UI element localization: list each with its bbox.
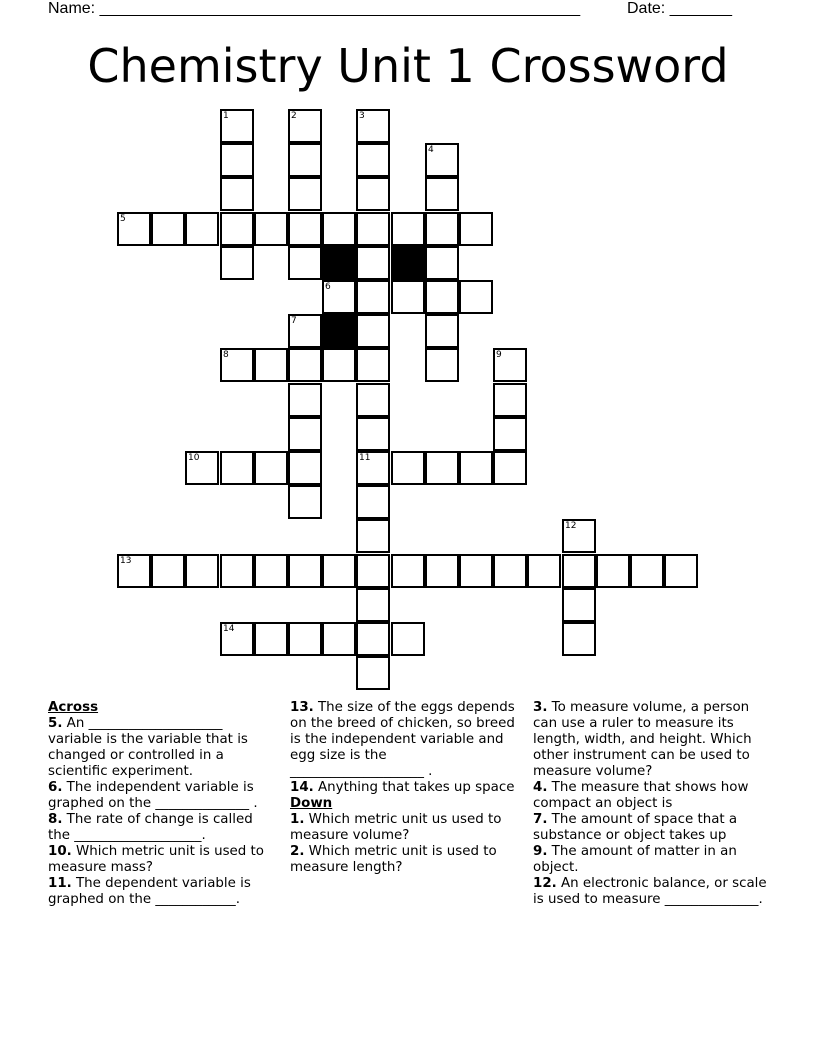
- crossword-cell[interactable]: [220, 212, 254, 246]
- clue-number: 2.: [290, 844, 305, 859]
- clue-across-10: [48, 844, 273, 876]
- clue-down-3: [533, 700, 768, 780]
- crossword-cell[interactable]: [425, 212, 459, 246]
- clue-number-label: 10: [188, 453, 200, 463]
- crossword-cell[interactable]: [356, 177, 390, 211]
- crossword-cell[interactable]: [356, 143, 390, 177]
- crossword-cell[interactable]: [596, 554, 630, 588]
- crossword-cell[interactable]: [288, 109, 322, 143]
- crossword-cell[interactable]: [288, 143, 322, 177]
- crossword-cell[interactable]: [562, 519, 596, 553]
- crossword-cell[interactable]: [220, 143, 254, 177]
- crossword-cell[interactable]: [425, 177, 459, 211]
- crossword-cell[interactable]: [322, 554, 356, 588]
- crossword-cell[interactable]: [322, 212, 356, 246]
- crossword-cell[interactable]: [220, 109, 254, 143]
- clue-column-3: [533, 700, 768, 908]
- clue-number-label: 3: [359, 111, 365, 121]
- crossword-cell[interactable]: [254, 212, 288, 246]
- crossword-cell[interactable]: [459, 554, 493, 588]
- clue-across-8: [48, 812, 273, 844]
- clue-column-1: [48, 700, 273, 908]
- crossword-cell[interactable]: [391, 451, 425, 485]
- clue-number-label: 12: [565, 521, 577, 531]
- clue-number: 7.: [533, 812, 548, 827]
- clue-text: The rate of change is called the ___________________.: [48, 812, 253, 843]
- crossword-cell[interactable]: [185, 212, 219, 246]
- crossword-cell[interactable]: [288, 314, 322, 348]
- crossword-cell[interactable]: [391, 280, 425, 314]
- crossword-cell[interactable]: [288, 212, 322, 246]
- clue-text: Which metric unit is used to measure length?: [290, 844, 497, 875]
- crossword-cell[interactable]: [356, 519, 390, 553]
- crossword-cell[interactable]: [425, 554, 459, 588]
- page-title: Chemistry Unit 1 Crossword: [87, 39, 729, 93]
- crossword-cell[interactable]: [220, 348, 254, 382]
- clue-number: 9.: [533, 844, 548, 859]
- clue-number-label: 13: [120, 556, 132, 566]
- crossword-cell[interactable]: [254, 451, 288, 485]
- clue-number-label: 4: [428, 145, 434, 155]
- clue-number-label: 11: [359, 453, 371, 463]
- crossword-cell[interactable]: [356, 280, 390, 314]
- crossword-cell[interactable]: [459, 212, 493, 246]
- crossword-cell[interactable]: [425, 246, 459, 280]
- name-field-label: Name: ______________________________________________________: [48, 0, 581, 17]
- clue-number: 12.: [533, 876, 557, 891]
- crossword-cell[interactable]: [117, 554, 151, 588]
- crossword-cell[interactable]: [151, 212, 185, 246]
- crossword-cell[interactable]: [493, 417, 527, 451]
- clue-text: The amount of matter in an object.: [533, 844, 737, 875]
- crossword-cell[interactable]: [493, 348, 527, 382]
- clue-text: The independent variable is graphed on the ______________ .: [48, 780, 258, 811]
- crossword-cell[interactable]: [220, 246, 254, 280]
- clue-number-label: 2: [291, 111, 297, 121]
- black-square: [322, 314, 356, 348]
- crossword-cell[interactable]: [425, 143, 459, 177]
- crossword-cell[interactable]: [356, 451, 390, 485]
- crossword-cell[interactable]: [425, 451, 459, 485]
- crossword-cell[interactable]: [425, 280, 459, 314]
- crossword-cell[interactable]: [288, 383, 322, 417]
- clue-number: 3.: [533, 700, 548, 715]
- crossword-cell[interactable]: [288, 348, 322, 382]
- crossword-cell[interactable]: [356, 383, 390, 417]
- down-heading: Down: [290, 796, 333, 811]
- crossword-cell[interactable]: [220, 554, 254, 588]
- crossword-cell[interactable]: [356, 554, 390, 588]
- crossword-cell[interactable]: [527, 554, 561, 588]
- clue-number: 11.: [48, 876, 72, 891]
- crossword-cell[interactable]: [493, 383, 527, 417]
- clue-text: An ____________________ variable is the variable that is changed or controlled in a scientific experiment.: [48, 716, 248, 779]
- crossword-cell[interactable]: [254, 348, 288, 382]
- crossword-cell[interactable]: [288, 554, 322, 588]
- crossword-cell[interactable]: [288, 177, 322, 211]
- clue-across-13: [290, 700, 515, 780]
- crossword-cell[interactable]: [459, 451, 493, 485]
- black-square: [391, 246, 425, 280]
- clue-number-label: 9: [496, 350, 502, 360]
- crossword-cell[interactable]: [356, 588, 390, 622]
- clue-down-2: [290, 844, 515, 876]
- clue-number-label: 7: [291, 316, 297, 326]
- crossword-cell[interactable]: [356, 246, 390, 280]
- clue-text: Which metric unit us used to measure volume?: [290, 812, 502, 843]
- clue-number-label: 6: [325, 282, 331, 292]
- crossword-cell[interactable]: [562, 588, 596, 622]
- crossword-cell[interactable]: [425, 314, 459, 348]
- date-field-label: Date: _______: [627, 0, 732, 17]
- clue-across-11: [48, 876, 273, 908]
- crossword-cell[interactable]: [220, 622, 254, 656]
- clue-number: 6.: [48, 780, 63, 795]
- crossword-cell[interactable]: [562, 554, 596, 588]
- clue-number: 10.: [48, 844, 72, 859]
- crossword-cell[interactable]: [220, 451, 254, 485]
- crossword-cell[interactable]: [391, 554, 425, 588]
- crossword-cell[interactable]: [288, 417, 322, 451]
- clue-down-4: [533, 780, 768, 812]
- crossword-cell[interactable]: [425, 348, 459, 382]
- crossword-cell[interactable]: [322, 622, 356, 656]
- clue-across-14: [290, 780, 515, 796]
- clue-number: 8.: [48, 812, 63, 827]
- crossword-cell[interactable]: [459, 280, 493, 314]
- crossword-cell[interactable]: [562, 622, 596, 656]
- crossword-cell[interactable]: [356, 314, 390, 348]
- clue-number-label: 5: [120, 214, 126, 224]
- clue-number: 14.: [290, 780, 314, 795]
- crossword-cell[interactable]: [288, 246, 322, 280]
- crossword-cell[interactable]: [356, 109, 390, 143]
- crossword-cell[interactable]: [356, 622, 390, 656]
- crossword-cell[interactable]: [220, 177, 254, 211]
- crossword-cell[interactable]: [493, 451, 527, 485]
- crossword-cell[interactable]: [288, 622, 322, 656]
- across-heading: Across: [48, 700, 99, 715]
- black-square: [322, 246, 356, 280]
- clue-number: 5.: [48, 716, 63, 731]
- clue-text: The measure that shows how compact an object is: [533, 780, 749, 811]
- crossword-cell[interactable]: [185, 451, 219, 485]
- clue-text: The size of the eggs depends on the breed of chicken, so breed is the independent variable and egg size is the ____________________ .: [290, 700, 515, 779]
- crossword-cell[interactable]: [254, 554, 288, 588]
- clue-across-5: [48, 716, 273, 780]
- clue-number-label: 14: [223, 624, 235, 634]
- clue-text: Anything that takes up space: [318, 780, 515, 795]
- crossword-cell[interactable]: [356, 417, 390, 451]
- clue-down-1: [290, 812, 515, 844]
- crossword-cell[interactable]: [356, 485, 390, 519]
- crossword-cell[interactable]: [630, 554, 664, 588]
- crossword-cell[interactable]: [493, 554, 527, 588]
- clue-down-12: [533, 876, 768, 908]
- crossword-cell[interactable]: [391, 622, 425, 656]
- clue-number: 13.: [290, 700, 314, 715]
- clue-number-label: 1: [223, 111, 229, 121]
- crossword-cell[interactable]: [356, 656, 390, 690]
- clue-down-9: [533, 844, 768, 876]
- crossword-cell[interactable]: [322, 348, 356, 382]
- crossword-cell[interactable]: [117, 212, 151, 246]
- crossword-cell[interactable]: [356, 212, 390, 246]
- clue-text: To measure volume, a person can use a ruler to measure its length, width, and height. Which other instrument can be used to measure volume?: [533, 700, 752, 779]
- crossword-cell[interactable]: [288, 451, 322, 485]
- clue-number: 4.: [533, 780, 548, 795]
- clue-text: Which metric unit is used to measure mass?: [48, 844, 264, 875]
- clue-text: An electronic balance, or scale is used to measure ______________.: [533, 876, 767, 907]
- clue-text: The amount of space that a substance or object takes up: [533, 812, 738, 843]
- clue-across-6: [48, 780, 273, 812]
- crossword-cell[interactable]: [322, 280, 356, 314]
- clue-column-2: [290, 700, 515, 876]
- crossword-cell[interactable]: [151, 554, 185, 588]
- clue-number: 1.: [290, 812, 305, 827]
- crossword-cell[interactable]: [664, 554, 698, 588]
- clue-text: The dependent variable is graphed on the ____________.: [48, 876, 251, 907]
- crossword-cell[interactable]: [391, 212, 425, 246]
- crossword-cell[interactable]: [254, 622, 288, 656]
- crossword-cell[interactable]: [185, 554, 219, 588]
- crossword-cell[interactable]: [356, 348, 390, 382]
- crossword-cell[interactable]: [288, 485, 322, 519]
- clue-number-label: 8: [223, 350, 229, 360]
- clue-down-7: [533, 812, 768, 844]
